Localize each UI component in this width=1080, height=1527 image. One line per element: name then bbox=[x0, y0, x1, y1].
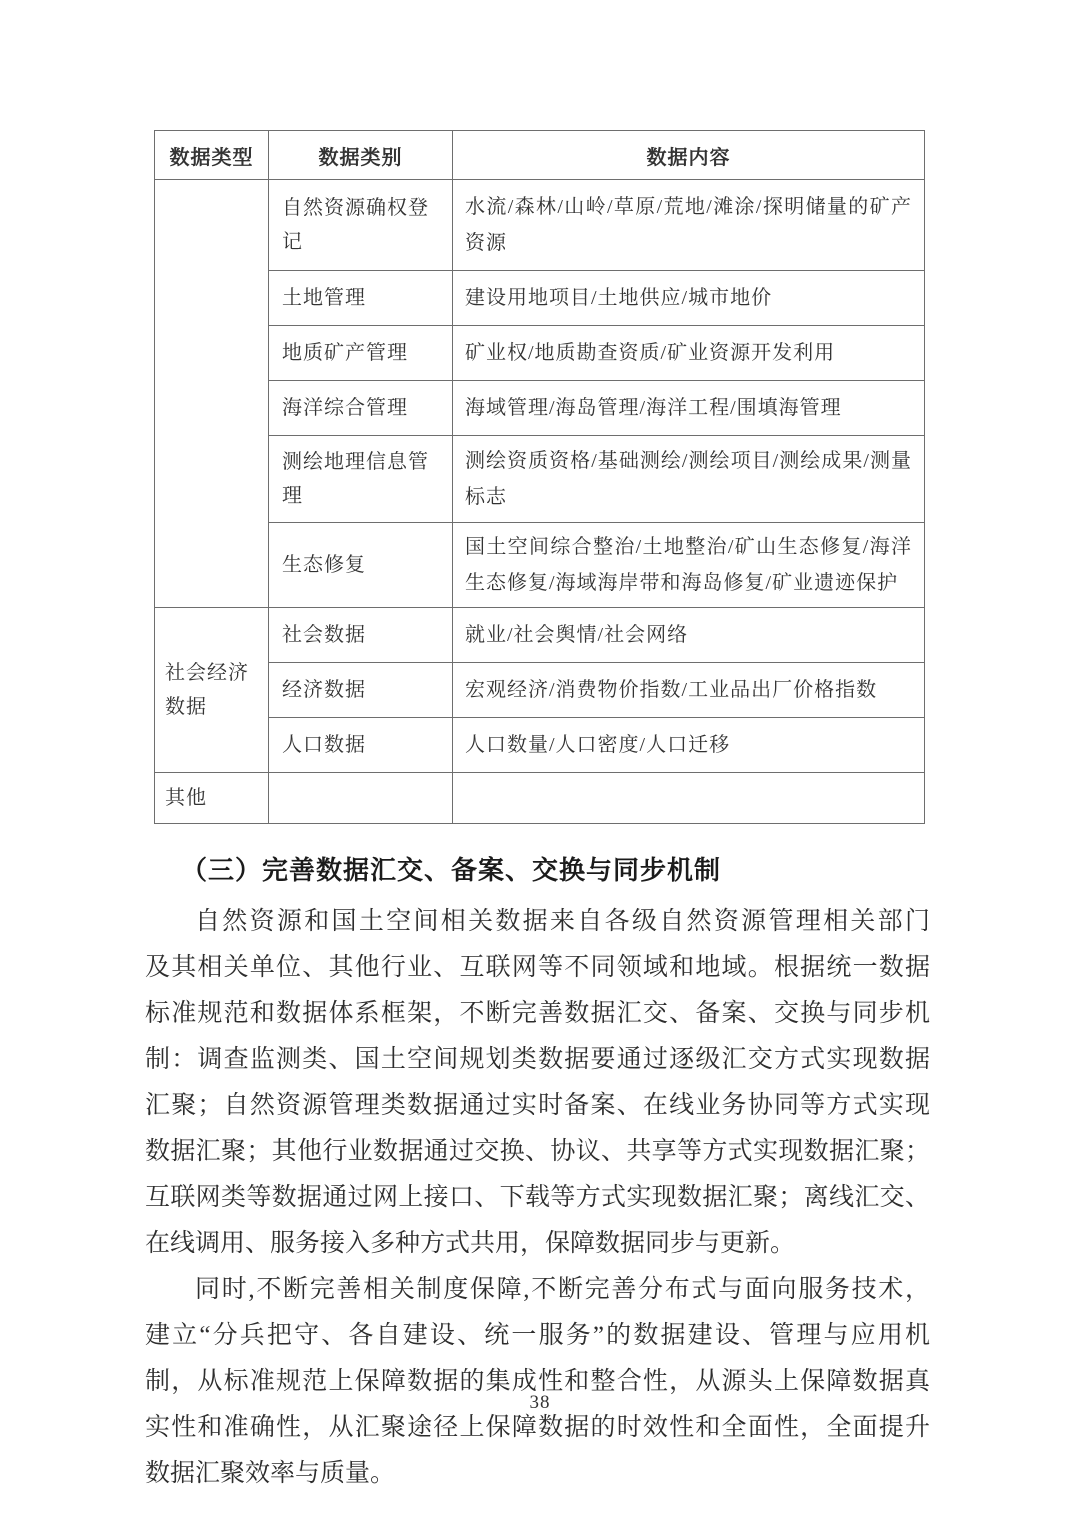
paragraph-line: 汇聚；自然资源管理类数据通过实时备案、在线业务协同等方式实现 bbox=[145, 1092, 930, 1119]
cell-data-category: 地质矿产管理 bbox=[269, 326, 453, 381]
table-row bbox=[155, 326, 925, 381]
cell-data-category: 人口数据 bbox=[269, 718, 453, 773]
header-cell-data-type: 数据类型 bbox=[155, 131, 269, 180]
cell-data-category: 经济数据 bbox=[269, 663, 453, 718]
page-number: 38 bbox=[529, 1392, 551, 1413]
cell-data-content: 宏观经济/消费物价指数/工业品出厂价格指数 bbox=[453, 663, 925, 718]
cell-data-type bbox=[155, 180, 269, 608]
cell-data-category bbox=[269, 773, 453, 824]
cell-data-category: 海洋综合管理 bbox=[269, 381, 453, 436]
paragraph-line: 制，从标准规范上保障数据的集成性和整合性，从源头上保障数据真 bbox=[145, 1368, 930, 1395]
table-row bbox=[155, 180, 925, 271]
cell-data-content bbox=[453, 773, 925, 824]
cell-data-type: 社会经济数据 bbox=[155, 608, 269, 773]
cell-data-content: 水流/森林/山岭/草原/荒地/滩涂/探明储量的矿产资源 bbox=[453, 180, 925, 271]
table-header-row bbox=[155, 131, 925, 180]
table-row bbox=[155, 436, 925, 523]
section-heading: （三）完善数据汇交、备案、交换与同步机制 bbox=[181, 855, 722, 885]
table-row bbox=[155, 663, 925, 718]
paragraph-line: 及其相关单位、其他行业、互联网等不同领域和地域。根据统一数据 bbox=[145, 954, 930, 981]
paragraph-line: 互联网类等数据通过网上接口、下载等方式实现数据汇聚；离线汇交、 bbox=[145, 1184, 930, 1211]
paragraph-line: 自然资源和国土空间相关数据来自各级自然资源管理相关部门 bbox=[195, 908, 930, 935]
cell-data-category: 土地管理 bbox=[269, 271, 453, 326]
table-row bbox=[155, 381, 925, 436]
cell-data-content: 测绘资质资格/基础测绘/测绘项目/测绘成果/测量标志 bbox=[453, 436, 925, 523]
table-row bbox=[155, 718, 925, 773]
cell-data-content: 矿业权/地质勘查资质/矿业资源开发利用 bbox=[453, 326, 925, 381]
cell-data-category: 测绘地理信息管理 bbox=[269, 436, 453, 523]
paragraph-line: 制：调查监测类、国土空间规划类数据要通过逐级汇交方式实现数据 bbox=[145, 1046, 930, 1073]
cell-data-content: 国土空间综合整治/土地整治/矿山生态修复/海洋生态修复/海域海岸带和海岛修复/矿业遗迹保护 bbox=[453, 523, 925, 608]
cell-data-category: 社会数据 bbox=[269, 608, 453, 663]
paragraph bbox=[145, 1267, 930, 1497]
header-cell-data-category: 数据类别 bbox=[269, 131, 453, 180]
data-classification-table bbox=[154, 130, 925, 824]
paragraph-line: 数据汇聚；其他行业数据通过交换、协议、共享等方式实现数据汇聚； bbox=[145, 1138, 930, 1165]
paragraph-line: 实性和准确性，从汇聚途径上保障数据的时效性和全面性，全面提升 bbox=[145, 1414, 930, 1441]
page-content bbox=[145, 130, 930, 1497]
paragraph-line: 标准规范和数据体系框架，不断完善数据汇交、备案、交换与同步机 bbox=[145, 1000, 930, 1027]
paragraph bbox=[145, 899, 930, 1267]
header-cell-data-content: 数据内容 bbox=[453, 131, 925, 180]
cell-data-category: 生态修复 bbox=[269, 523, 453, 608]
cell-data-content: 海域管理/海岛管理/海洋工程/围填海管理 bbox=[453, 381, 925, 436]
paragraph-line: 在线调用、服务接入多种方式共用，保障数据同步与更新。 bbox=[145, 1230, 796, 1257]
paragraph-line: 数据汇聚效率与质量。 bbox=[145, 1460, 396, 1487]
paragraph-line: 同时,不断完善相关制度保障,不断完善分布式与面向服务技术， bbox=[195, 1276, 930, 1303]
table-row bbox=[155, 773, 925, 824]
cell-data-type: 其他 bbox=[155, 773, 269, 824]
cell-data-content: 建设用地项目/土地供应/城市地价 bbox=[453, 271, 925, 326]
cell-data-content: 就业/社会舆情/社会网络 bbox=[453, 608, 925, 663]
cell-data-content: 人口数量/人口密度/人口迁移 bbox=[453, 718, 925, 773]
cell-data-category: 自然资源确权登记 bbox=[269, 180, 453, 271]
table-row bbox=[155, 608, 925, 663]
paragraph-line: 建立“分兵把守、各自建设、统一服务”的数据建设、管理与应用机 bbox=[145, 1322, 930, 1349]
table-row bbox=[155, 271, 925, 326]
table-row bbox=[155, 523, 925, 608]
